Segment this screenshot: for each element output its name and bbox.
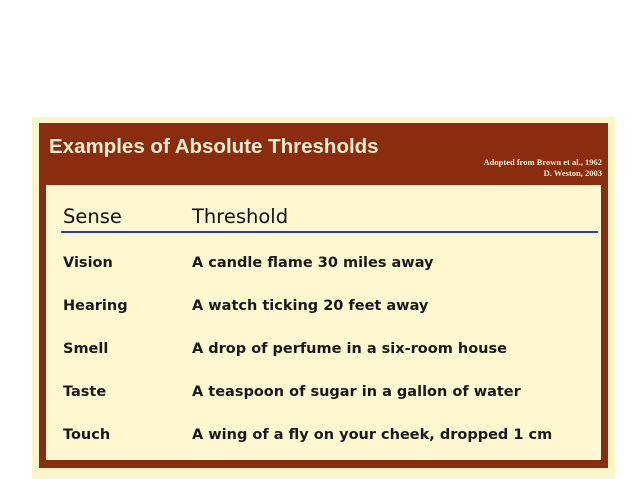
- slide-title: Examples of Absolute Thresholds: [49, 135, 379, 158]
- threshold-cell: A drop of perfume in a six-room house: [192, 341, 507, 357]
- table-row: [46, 255, 601, 285]
- threshold-cell: A teaspoon of sugar in a gallon of water: [192, 384, 521, 400]
- slide-header: [39, 123, 608, 185]
- sense-cell: Touch: [63, 427, 111, 443]
- table-area: [46, 185, 601, 460]
- threshold-cell: A watch ticking 20 feet away: [192, 298, 429, 314]
- sense-cell: Taste: [63, 384, 107, 400]
- credit-line-1: Adopted from Brown et al., 1962: [483, 157, 602, 167]
- slide-frame: [32, 117, 615, 479]
- threshold-cell: A candle flame 30 miles away: [192, 255, 434, 271]
- threshold-cell: A wing of a fly on your cheek, dropped 1 cm: [192, 427, 553, 443]
- sense-cell: Hearing: [63, 298, 128, 314]
- sense-cell: Smell: [63, 341, 109, 357]
- table-row: [46, 427, 601, 457]
- header-divider: [61, 231, 598, 233]
- source-credit: [484, 157, 602, 179]
- credit-line-2: D. Weston, 2003: [543, 168, 602, 178]
- column-header-sense: Sense: [63, 205, 122, 228]
- table-row: [46, 341, 601, 371]
- table-header: [46, 185, 601, 233]
- table-row: [46, 384, 601, 414]
- column-header-threshold: Threshold: [192, 205, 289, 228]
- table-row: [46, 298, 601, 328]
- sense-cell: Vision: [63, 255, 113, 271]
- title-panel: [39, 123, 608, 468]
